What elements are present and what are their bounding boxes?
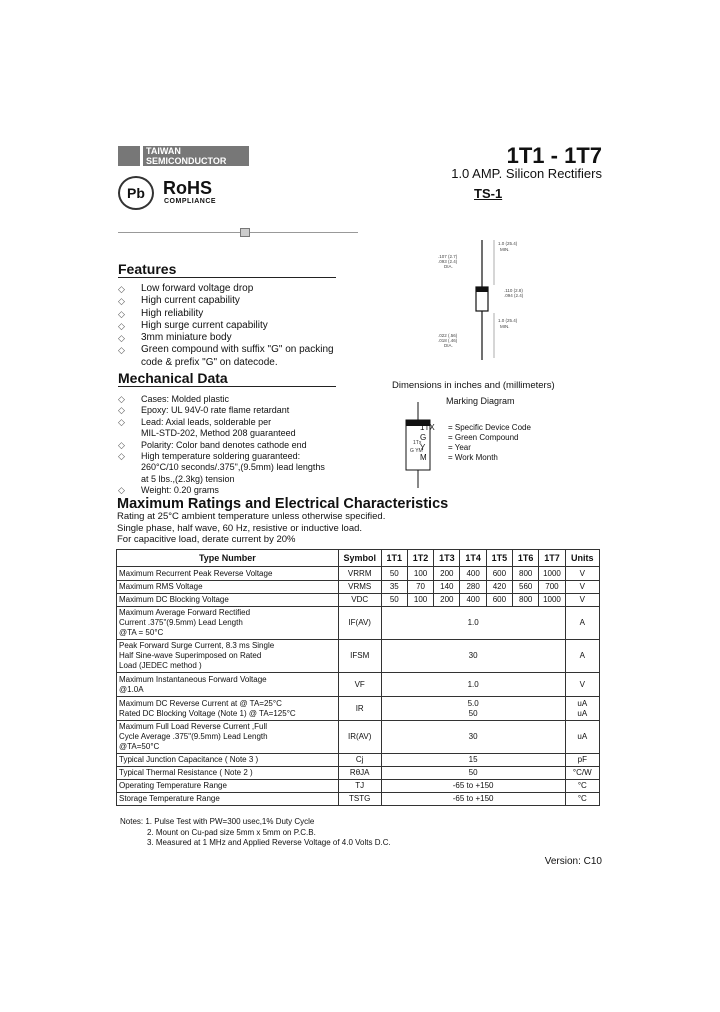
dim-top-label: MIN. <box>500 247 510 252</box>
divider-mark-icon <box>240 228 250 237</box>
dim-lead-label: DIA. <box>444 264 453 269</box>
legend-row: G = Green Compound <box>420 433 519 442</box>
list-item: ◇ Epoxy: UL 94V-0 rate flame retardant <box>118 405 290 416</box>
mechanical-heading: Mechanical Data <box>118 370 336 387</box>
table-row: Maximum DC Reverse Current at @ TA=25°C Rated DC Blocking Voltage (Note 1) @ TA=125°C IR 5.0 50 uA uA <box>117 697 600 721</box>
dimensions-caption: Dimensions in inches and (millimeters) <box>392 380 555 391</box>
bullet-icon: ◇ <box>118 333 125 344</box>
table-row: Storage Temperature Range TSTG -65 to +150 °C <box>117 793 600 806</box>
legend-row: Y = Year <box>420 443 471 452</box>
list-item-continued: MIL-STD-202, Method 208 guaranteed <box>141 428 296 439</box>
pb-label: Pb <box>127 185 145 201</box>
dim-body-b: .094 (2.4) <box>504 293 524 298</box>
mechanical-list <box>118 394 368 497</box>
header-divider <box>118 232 358 233</box>
col-1t4: 1T4 <box>460 550 486 567</box>
list-item: ◇ High surge current capability <box>118 319 268 331</box>
list-item-continued: 260°C/10 seconds/.375",(9.5mm) lead lengths <box>141 462 325 473</box>
company-logo-text <box>143 146 249 166</box>
bullet-icon: ◇ <box>118 394 125 404</box>
list-item-continued: code & prefix "G" on datecode. <box>141 356 278 368</box>
bullet-icon: ◇ <box>118 416 125 427</box>
table-row: Operating Temperature Range TJ -65 to +150 °C <box>117 780 600 793</box>
table-row: Maximum Recurrent Peak Reverse Voltage VRRM 50 100 200 400 600 800 1000 V <box>117 567 600 581</box>
col-1t3: 1T3 <box>434 550 460 567</box>
list-item: ◇ Polarity: Color band denotes cathode end <box>118 439 307 450</box>
dim-wire-label: DIA. <box>444 343 453 348</box>
table-row: Maximum DC Blocking Voltage VDC 50 100 200 400 600 800 1000 V <box>117 594 600 607</box>
bullet-icon: ◇ <box>118 296 125 307</box>
list-item: ◇ Lead: Axial leads, solderable per <box>118 416 272 427</box>
features-heading: Features <box>118 261 336 278</box>
dim-lead-a: .107 (2.7) <box>438 254 458 259</box>
dim-lead-b: .093 (2.4) <box>438 259 458 264</box>
col-symbol: Symbol <box>338 550 381 567</box>
ratings-intro: Rating at 25°C ambient temperature unless otherwise specified. Single phase, half wave, 60 Hz, resistive or inductive load. For capacitive load, derate current by 20% <box>117 511 386 545</box>
mark-code-bottom: G YM <box>410 448 423 454</box>
table-row: Maximum Average Forward Rectified Current .375"(9.5mm) Lead Length @TA = 50°C IF(AV) 1.0 A <box>117 607 600 640</box>
legend-row: M = Work Month <box>420 453 498 462</box>
dim-body-a: .110 (2.8) <box>504 288 523 293</box>
version-label: Version: C10 <box>544 856 602 867</box>
list-item: ◇ High current capability <box>118 295 240 307</box>
list-item: ◇ Cases: Molded plastic <box>118 394 230 404</box>
marking-legend <box>420 423 531 463</box>
cathode-band <box>476 287 488 292</box>
list-item: ◇ Low forward voltage drop <box>118 283 254 294</box>
list-item: ◇ 3mm miniature body <box>118 332 232 344</box>
page-subtitle: 1.0 AMP. Silicon Rectifiers <box>451 166 602 181</box>
table-row: Typical Junction Capacitance ( Note 3 ) Cj 15 pF <box>117 754 600 767</box>
dim-wire-a: .022 (.56) <box>438 333 458 338</box>
package-name: TS-1 <box>474 186 503 201</box>
company-logo-mark <box>118 146 140 166</box>
table-row: Typical Thermal Resistance ( Note 2 ) RθJA 50 °C/W <box>117 767 600 780</box>
bullet-icon: ◇ <box>118 451 125 462</box>
table-notes: Notes: 1. Pulse Test with PW=300 usec,1% Duty Cycle 2. Mount on Cu-pad size 5mm x 5mm on P.C.B. 3. Measured at 1 MHz and Applied Reverse Voltage of 4.0 Volts D.C. <box>120 817 391 847</box>
list-item: ◇ High temperature soldering guaranteed: <box>118 451 301 462</box>
bullet-icon: ◇ <box>118 320 125 331</box>
bullet-icon: ◇ <box>118 405 125 416</box>
dim-bottom-label: MIN. <box>500 324 510 329</box>
page-title: 1T1 - 1T7 <box>506 143 602 168</box>
legend-row: 1TX = Specific Device Code <box>420 423 531 432</box>
table-row: Peak Forward Surge Current, 8.3 ms Single Half Sine-wave Superimposed on Rated Load (JEDEC method ) IFSM 30 A <box>117 640 600 673</box>
list-item: ◇ High reliability <box>118 307 204 319</box>
dim-bottom: 1.0 (25.4) <box>498 318 518 323</box>
table-header-row <box>117 550 600 567</box>
col-1t7: 1T7 <box>539 550 565 567</box>
bullet-icon: ◇ <box>118 345 125 356</box>
brand-line1: TAIWAN <box>146 146 181 156</box>
compliance-label: COMPLIANCE <box>164 198 217 205</box>
col-1t6: 1T6 <box>513 550 539 567</box>
col-1t1: 1T1 <box>381 550 407 567</box>
col-units: Units <box>565 550 599 567</box>
ratings-table <box>116 549 600 806</box>
ratings-heading: Maximum Ratings and Electrical Characteristics <box>117 496 449 512</box>
col-type-number: Type Number <box>117 550 339 567</box>
package-outline-diagram <box>420 210 560 375</box>
mark-code-top: 1Tx <box>413 440 422 446</box>
rohs-label: RoHS <box>163 178 212 198</box>
list-item-continued: at 5 lbs.,(2.3kg) tension <box>141 473 235 484</box>
dim-wire-b: .018 (.46) <box>438 338 458 343</box>
bullet-icon: ◇ <box>118 439 125 450</box>
brand-line2: SEMICONDUCTOR <box>146 156 227 166</box>
list-item: ◇ Weight: 0.20 grams <box>118 485 219 496</box>
marking-diagram-title: Marking Diagram <box>446 396 515 406</box>
features-list <box>118 283 358 369</box>
table-row: Maximum Full Load Reverse Current ,Full Cycle Average .375"(9.5mm) Lead Length @TA=50°C IR(AV) 30 uA <box>117 721 600 754</box>
pb-free-icon <box>118 176 154 210</box>
table-row: Maximum RMS Voltage VRMS 35 70 140 280 420 560 700 V <box>117 581 600 594</box>
list-item: ◇ Green compound with suffix "G" on packing <box>118 344 334 356</box>
table-row: Maximum Instantaneous Forward Voltage @1.0A VF 1.0 V <box>117 673 600 697</box>
dim-top: 1.0 (25.4) <box>498 241 518 246</box>
bullet-icon: ◇ <box>118 485 125 496</box>
col-1t5: 1T5 <box>486 550 512 567</box>
bullet-icon: ◇ <box>118 284 125 294</box>
col-1t2: 1T2 <box>407 550 433 567</box>
bullet-icon: ◇ <box>118 308 125 319</box>
